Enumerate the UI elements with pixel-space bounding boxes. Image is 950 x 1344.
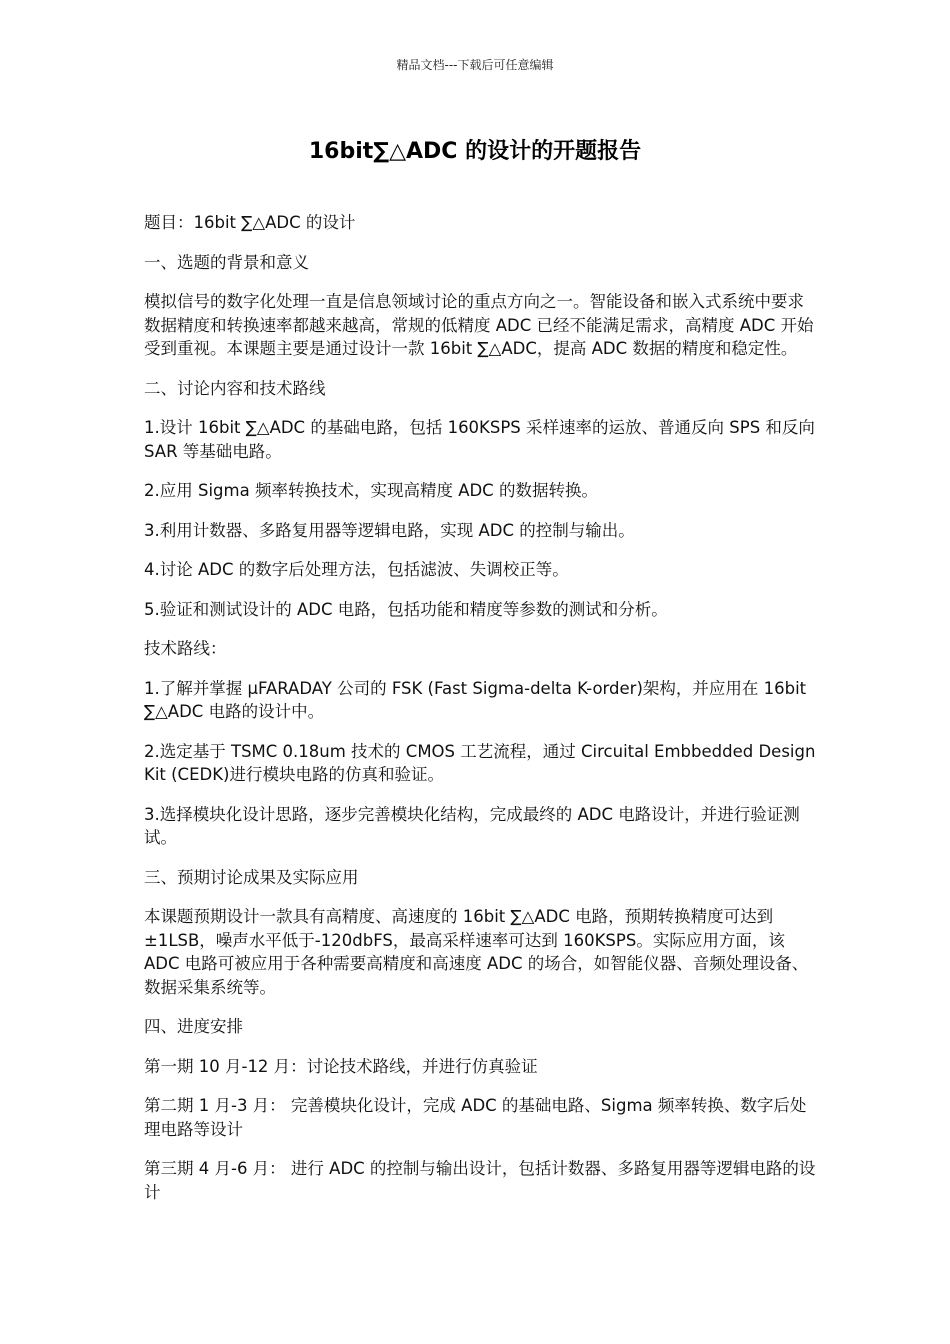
technical-route-item-3: 3.选择模块化设计思路，逐步完善模块化结构，完成最终的 ADC 电路设计，并进行验证测试。 [144, 804, 800, 847]
technical-route-item-2: 2.选定基于 TSMC 0.18um 技术的 CMOS 工艺流程，通过 Circuital Embbedded Design Kit (CEDK)进行模块电路的仿真和验证。 [144, 741, 816, 784]
technical-route-item-1: 1.了解并掌握 μFARADAY 公司的 FSK (Fast Sigma-delta K-order)架构，并应用在 16bit ∑△ADC 电路的设计中。 [144, 678, 807, 721]
technical-route-heading: 技术路线： [144, 639, 227, 658]
schedule-phase-2: 第二期 1 月-3 月： 完善模块化设计，完成 ADC 的基础电路、Sigma 频率转换、数字后处理电路等设计 [144, 1096, 807, 1139]
topic-line: 题目：16bit ∑△ADC 的设计 [144, 213, 356, 232]
outcomes-paragraph: 本课题预期设计一款具有高精度、高速度的 16bit ∑△ADC 电路，预期转换精度可达到±1LSB，噪声水平低于-120dbFS，最高采样速率可达到 160KSPS。实际应用方面，该 ADC 电路可被应用于各种需要高精度和高速度 ADC 的场合，如智能仪器、音频处理设备、数据采集系统等。 [144, 907, 809, 997]
section-heading-background: 一、选题的背景和意义 [144, 252, 309, 272]
research-item-1: 1.设计 16bit ∑△ADC 的基础电路，包括 160KSPS 采样速率的运放、普通反向 SPS 和反向 SAR 等基础电路。 [144, 418, 815, 461]
research-item-5: 5.验证和测试设计的 ADC 电路，包括功能和精度等参数的测试和分析。 [144, 599, 668, 619]
research-item-3: 3.利用计数器、多路复用器等逻辑电路，实现 ADC 的控制与输出。 [144, 520, 635, 540]
background-paragraph: 模拟信号的数字化处理一直是信息领域讨论的重点方向之一。智能设备和嵌入式系统中要求数据精度和转换速率都越来越高，常规的低精度 ADC 已经不能满足需求，高精度 ADC 开始受到重视。本课题主要是通过设计一款 16bit ∑△ADC，提高 ADC 数据的精度和稳定性。 [144, 292, 814, 358]
section-heading-outcomes: 三、预期讨论成果及实际应用 [144, 867, 359, 887]
header-note: 精品文档---下载后可任意编辑 [396, 58, 554, 72]
research-item-4: 4.讨论 ADC 的数字后处理方法，包括滤波、失调校正等。 [144, 560, 569, 579]
schedule-phase-3: 第三期 4 月-6 月： 进行 ADC 的控制与输出设计，包括计数器、多路复用器等逻辑电路的设计 [144, 1159, 816, 1202]
document-title: 16bit∑△ADC 的设计的开题报告 [308, 139, 642, 164]
section-heading-research: 二、讨论内容和技术路线 [144, 378, 326, 398]
section-heading-schedule: 四、进度安排 [144, 1017, 243, 1036]
document-body [144, 211, 816, 1220]
research-item-2: 2.应用 Sigma 频率转换技术，实现高精度 ADC 的数据转换。 [144, 481, 598, 500]
schedule-phase-1: 第一期 10 月-12 月：讨论技术路线，并进行仿真验证 [144, 1056, 538, 1076]
